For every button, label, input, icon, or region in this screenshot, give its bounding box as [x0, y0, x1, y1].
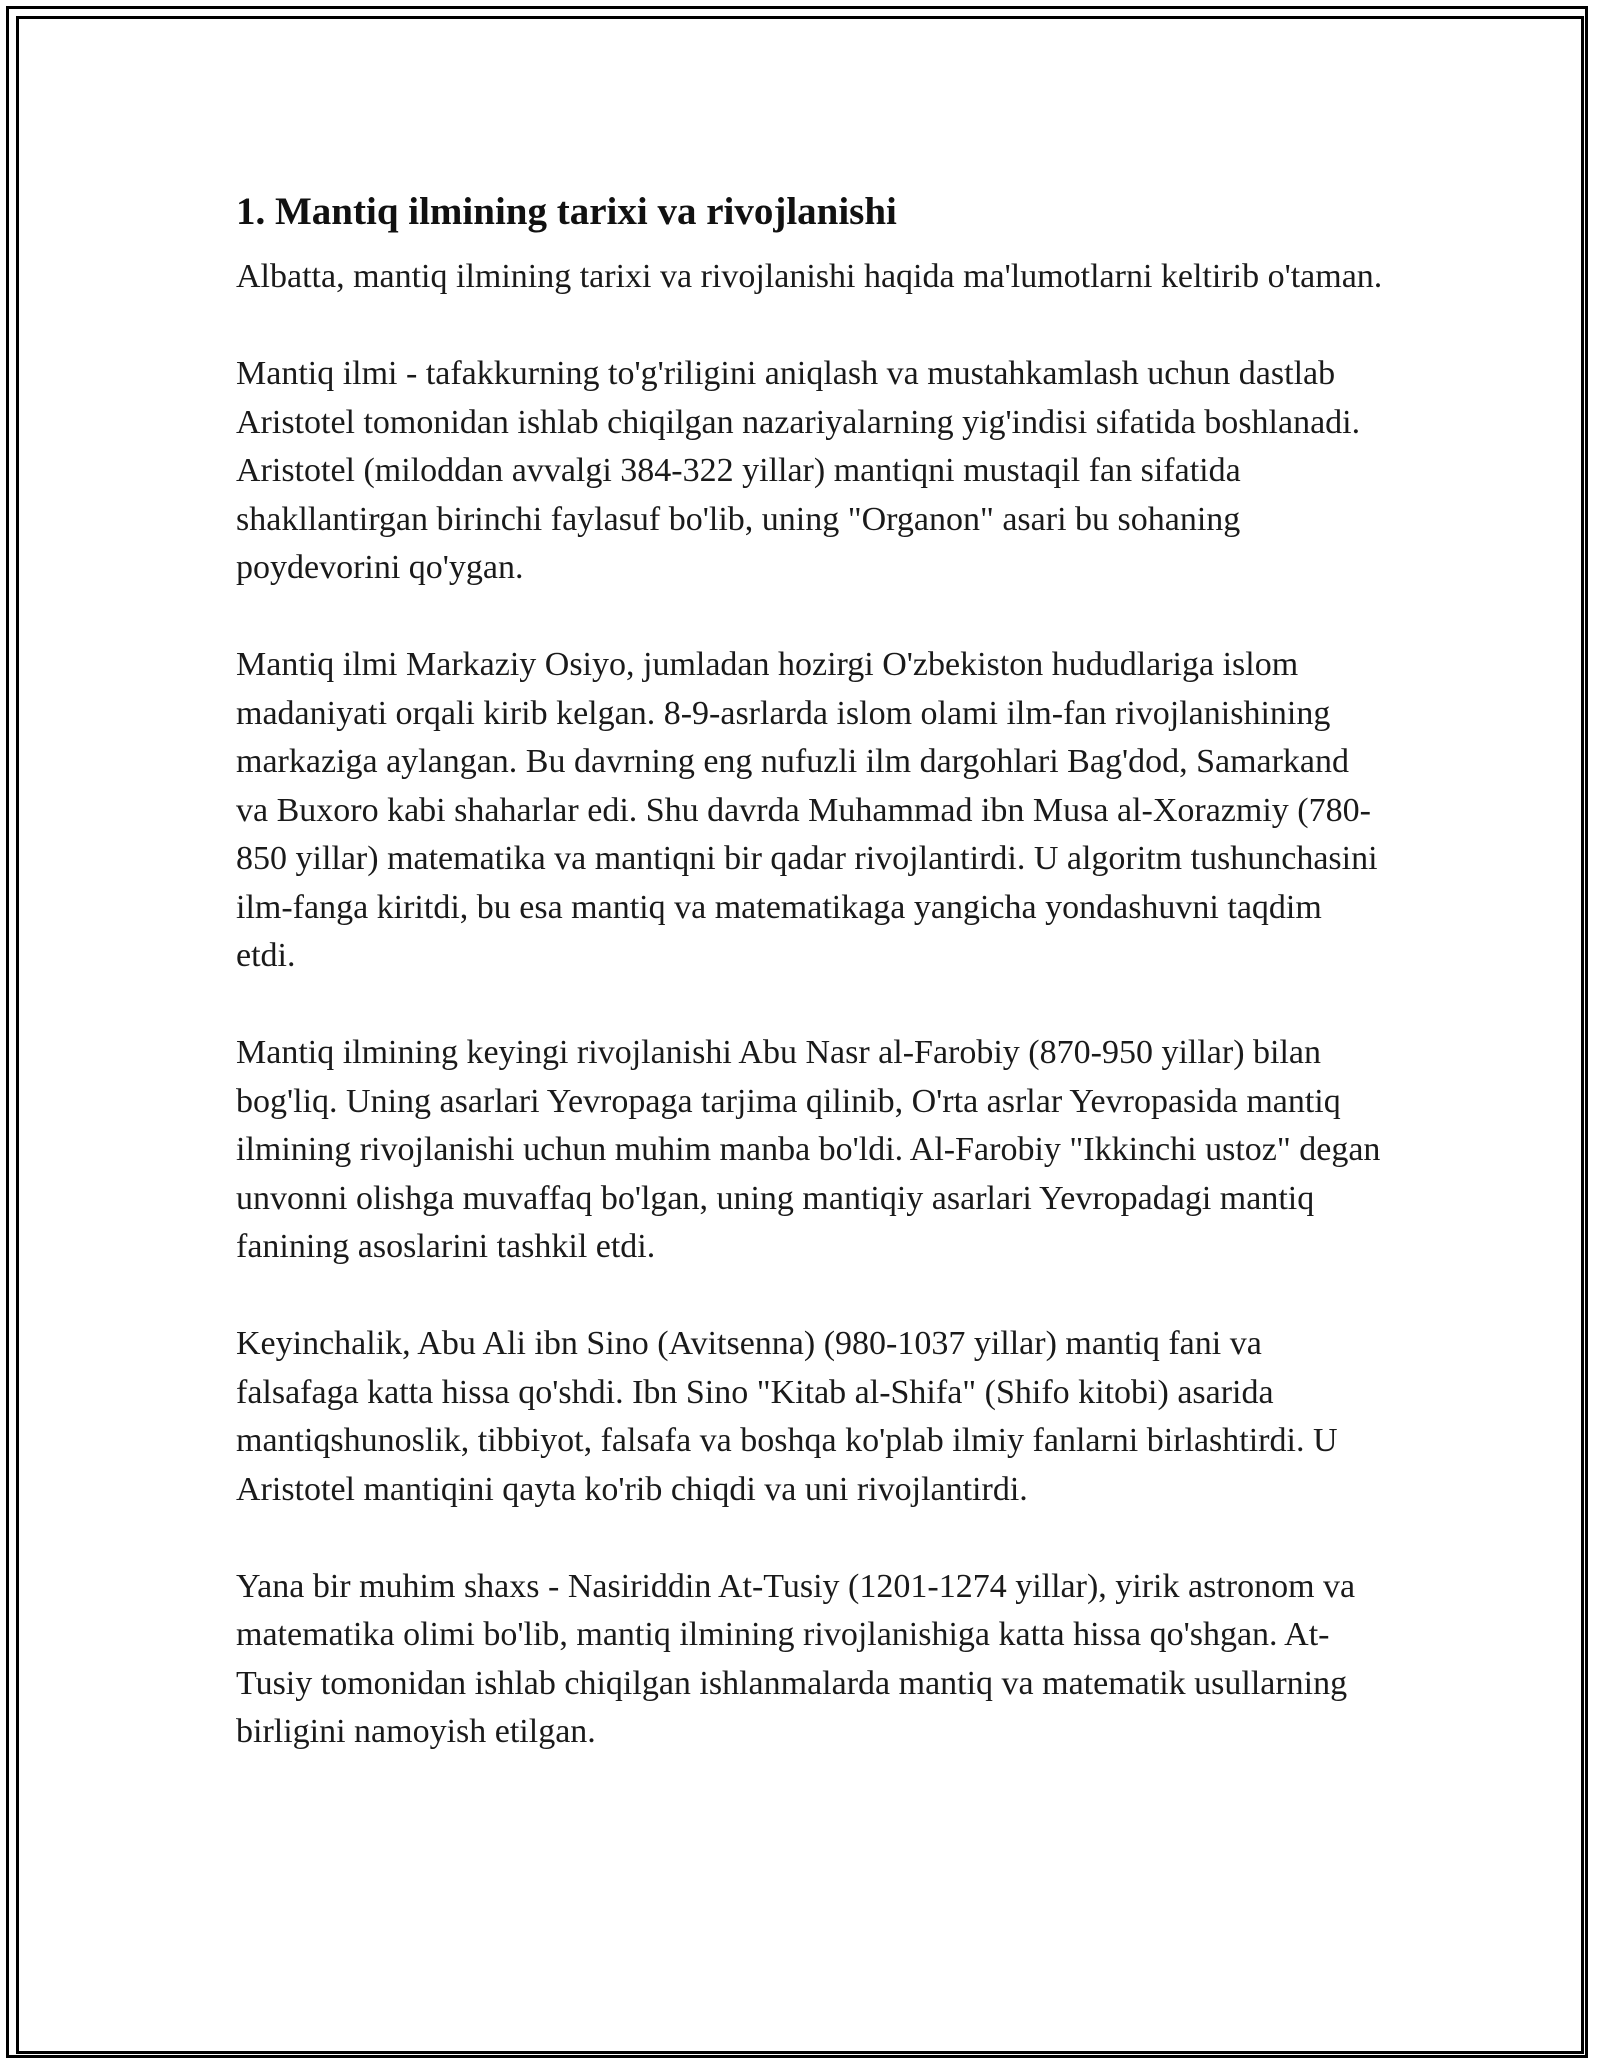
paragraph-aristotle: Mantiq ilmi - tafakkurning to'g'riligini aniqlash va mustahkamlash uchun dastlab Aristotel tomonidan ishlab chiqilgan nazariyalarning yig'indisi sifatida boshlanadi. Aristotel (miloddan avvalgi 384-322 yillar) mantiqni mustaqil fan sifatida shakllantirgan birinchi faylasuf bo'lib, uning "Organon" asari bu sohaning poydevorini qo'ygan.	[236, 355, 1361, 586]
paragraph-ibn-sino: Keyinchalik, Abu Ali ibn Sino (Avitsenna) (980-1037 yillar) mantiq fani va falsafaga katta hissa qo'shdi. Ibn Sino "Kitab al-Shifa" (Shifo kitobi) asarida mantiqshunoslik, tibbiyot, falsafa va boshqa ko'plab ilmiy fanlarni birlashtirdi. U Aristotel mantiqini qayta ko'rib chiqdi va uni rivojlantirdi.	[236, 1325, 1338, 1508]
document-body	[236, 186, 1386, 1805]
document-title: 1. Mantiq ilmining tarixi va rivojlanishi	[236, 190, 897, 233]
paragraph-farabi: Mantiq ilmining keyingi rivojlanishi Abu Nasr al-Farobiy (870-950 yillar) bilan bog'liq. Uning asarlari Yevropaga tarjima qilinib, O'rta asrlar Yevropasida mantiq ilmining rivojlanishi uchun muhim manba bo'ldi. Al-Farobiy "Ikkinchi ustoz" degan unvonni olishga muvaffaq bo'lgan, uning mantiqiy asarlari Yevropadagi mantiq fanining asoslarini tashkil etdi.	[236, 1034, 1381, 1265]
paragraph-intro: Albatta, mantiq ilmining tarixi va rivojlanishi haqida ma'lumotlarni keltirib o'taman.	[236, 258, 1383, 295]
paragraph-central-asia: Mantiq ilmi Markaziy Osiyo, jumladan hozirgi O'zbekiston hududlariga islom madaniyati orqali kirib kelgan. 8-9-asrlarda islom olami ilm-fan rivojlanishining markaziga aylangan. Bu davrning eng nufuzli ilm dargohlari Bag'dod, Samarkand va Buxoro kabi shaharlar edi. Shu davrda Muhammad ibn Musa al-Xorazmiy (780-850 yillar) matematika va mantiqni bir qadar rivojlantirdi. U algoritm tushunchasini ilm-fanga kiritdi, bu esa mantiq va matematikaga yangicha yondashuvni taqdim etdi.	[236, 646, 1378, 974]
paragraph-tusi: Yana bir muhim shaxs - Nasiriddin At-Tusiy (1201-1274 yillar), yirik astronom va matematika olimi bo'lib, mantiq ilmining rivojlanishiga katta hissa qo'shgan. At-Tusiy tomonidan ishlab chiqilgan ishlanmalarda mantiq va matematik usullarning birligini namoyish etilgan.	[236, 1567, 1356, 1750]
